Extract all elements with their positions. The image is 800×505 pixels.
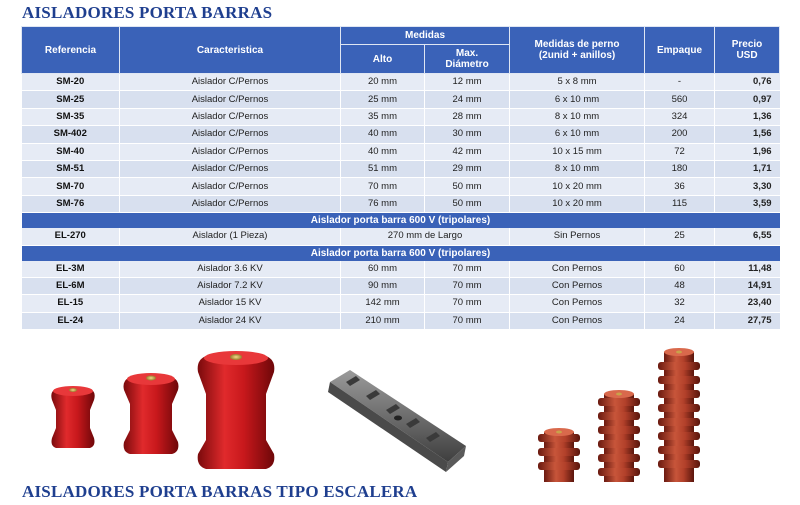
cell-precio: 27,75 — [715, 312, 780, 329]
cell-diametro: 24 mm — [425, 91, 510, 108]
cell-perno: 6 x 10 mm — [510, 91, 645, 108]
cell-alto: 25 mm — [341, 91, 425, 108]
busbar-insulator-strip-photo — [322, 366, 472, 476]
cell-perno: Con Pernos — [510, 295, 645, 312]
cell-referencia: SM-402 — [22, 126, 120, 143]
ladder-type-insulators-photo — [530, 348, 730, 488]
cell-caracteristica: Aislador 24 KV — [120, 312, 341, 329]
cell-alto: 210 mm — [341, 312, 425, 329]
cell-referencia: EL-6M — [22, 277, 120, 294]
cell-referencia: SM-25 — [22, 91, 120, 108]
cell-precio: 0,76 — [715, 74, 780, 91]
cell-perno: Con Pernos — [510, 312, 645, 329]
cell-empaque: 115 — [645, 195, 715, 212]
red-cylindrical-insulators-photo — [40, 348, 290, 473]
cell-precio: 23,40 — [715, 295, 780, 312]
cell-diametro: 29 mm — [425, 160, 510, 177]
cell-referencia: EL-15 — [22, 295, 120, 312]
cell-caracteristica: Aislador 3.6 KV — [120, 261, 341, 278]
section-title: Aislador porta barra 600 V (tripolares) — [22, 213, 780, 229]
cell-alto: 60 mm — [341, 261, 425, 278]
cell-caracteristica: Aislador 15 KV — [120, 295, 341, 312]
header-referencia: Referencia — [22, 27, 120, 74]
cell-alto: 20 mm — [341, 74, 425, 91]
table-row — [22, 108, 780, 125]
cell-referencia: SM-51 — [22, 160, 120, 177]
header-empaque: Empaque — [645, 27, 715, 74]
cell-diametro: 12 mm — [425, 74, 510, 91]
cell-referencia: EL-270 — [22, 228, 120, 245]
cell-precio: 1,56 — [715, 126, 780, 143]
section-row — [22, 213, 780, 229]
cell-caracteristica: Aislador 7.2 KV — [120, 277, 341, 294]
price-table — [21, 26, 780, 330]
cell-alto: 270 mm de Largo — [341, 228, 510, 245]
header-medidas-perno: Medidas de perno (2unid + anillos) — [510, 27, 645, 74]
cell-diametro: 30 mm — [425, 126, 510, 143]
section-title: Aislador porta barra 600 V (tripolares) — [22, 245, 780, 261]
header-medidas: Medidas — [341, 27, 510, 45]
cell-alto: 40 mm — [341, 143, 425, 160]
header-max-diametro: Max. Diámetro — [425, 45, 510, 74]
cell-alto: 35 mm — [341, 108, 425, 125]
cell-precio: 6,55 — [715, 228, 780, 245]
cell-diametro: 50 mm — [425, 195, 510, 212]
cell-perno: 6 x 10 mm — [510, 126, 645, 143]
cell-diametro: 70 mm — [425, 295, 510, 312]
cell-diametro: 50 mm — [425, 178, 510, 195]
cell-alto: 51 mm — [341, 160, 425, 177]
cell-diametro: 28 mm — [425, 108, 510, 125]
table-row — [22, 195, 780, 212]
cell-empaque: 560 — [645, 91, 715, 108]
cell-precio: 1,71 — [715, 160, 780, 177]
cell-alto: 40 mm — [341, 126, 425, 143]
table-row — [22, 295, 780, 312]
table-row — [22, 143, 780, 160]
cell-caracteristica: Aislador C/Pernos — [120, 178, 341, 195]
cell-empaque: 60 — [645, 261, 715, 278]
cell-caracteristica: Aislador C/Pernos — [120, 160, 341, 177]
cell-empaque: 180 — [645, 160, 715, 177]
cell-empaque: 200 — [645, 126, 715, 143]
cell-caracteristica: Aislador C/Pernos — [120, 74, 341, 91]
header-precio: Precio USD — [715, 27, 780, 74]
cell-referencia: SM-76 — [22, 195, 120, 212]
cell-perno: 10 x 20 mm — [510, 178, 645, 195]
table-row — [22, 126, 780, 143]
header-alto: Alto — [341, 45, 425, 74]
cell-referencia: EL-3M — [22, 261, 120, 278]
table-row — [22, 91, 780, 108]
header-caracteristica: Caracteristica — [120, 27, 341, 74]
cell-caracteristica: Aislador C/Pernos — [120, 108, 341, 125]
cell-alto: 70 mm — [341, 178, 425, 195]
cell-referencia: EL-24 — [22, 312, 120, 329]
cell-empaque: - — [645, 74, 715, 91]
cell-empaque: 25 — [645, 228, 715, 245]
section-row — [22, 245, 780, 261]
cell-empaque: 32 — [645, 295, 715, 312]
cell-perno: 5 x 8 mm — [510, 74, 645, 91]
cell-precio: 1,96 — [715, 143, 780, 160]
cell-precio: 11,48 — [715, 261, 780, 278]
cell-alto: 142 mm — [341, 295, 425, 312]
table-row — [22, 277, 780, 294]
cell-perno: 10 x 20 mm — [510, 195, 645, 212]
cell-alto: 76 mm — [341, 195, 425, 212]
cell-alto: 90 mm — [341, 277, 425, 294]
cell-precio: 3,59 — [715, 195, 780, 212]
table-row — [22, 74, 780, 91]
table-row — [22, 261, 780, 278]
table-row — [22, 312, 780, 329]
cell-perno: Con Pernos — [510, 277, 645, 294]
cell-caracteristica: Aislador C/Pernos — [120, 143, 341, 160]
section-heading: AISLADORES PORTA BARRAS TIPO ESCALERA — [22, 482, 418, 501]
cell-precio: 3,30 — [715, 178, 780, 195]
cell-perno: Sin Pernos — [510, 228, 645, 245]
cell-perno: Con Pernos — [510, 261, 645, 278]
cell-precio: 1,36 — [715, 108, 780, 125]
cell-empaque: 36 — [645, 178, 715, 195]
cell-diametro: 42 mm — [425, 143, 510, 160]
cell-caracteristica: Aislador (1 Pieza) — [120, 228, 341, 245]
cell-empaque: 48 — [645, 277, 715, 294]
cell-diametro: 70 mm — [425, 277, 510, 294]
page-title: AISLADORES PORTA BARRAS — [22, 3, 273, 22]
cell-diametro: 70 mm — [425, 261, 510, 278]
cell-caracteristica: Aislador C/Pernos — [120, 91, 341, 108]
cell-precio: 14,91 — [715, 277, 780, 294]
cell-perno: 8 x 10 mm — [510, 108, 645, 125]
table-row — [22, 178, 780, 195]
cell-empaque: 24 — [645, 312, 715, 329]
cell-caracteristica: Aislador C/Pernos — [120, 126, 341, 143]
table-row — [22, 228, 780, 245]
cell-perno: 10 x 15 mm — [510, 143, 645, 160]
cell-diametro: 70 mm — [425, 312, 510, 329]
cell-perno: 8 x 10 mm — [510, 160, 645, 177]
cell-referencia: SM-40 — [22, 143, 120, 160]
table-row — [22, 160, 780, 177]
cell-referencia: SM-35 — [22, 108, 120, 125]
cell-caracteristica: Aislador C/Pernos — [120, 195, 341, 212]
cell-empaque: 324 — [645, 108, 715, 125]
cell-precio: 0,97 — [715, 91, 780, 108]
cell-empaque: 72 — [645, 143, 715, 160]
cell-referencia: SM-70 — [22, 178, 120, 195]
cell-referencia: SM-20 — [22, 74, 120, 91]
